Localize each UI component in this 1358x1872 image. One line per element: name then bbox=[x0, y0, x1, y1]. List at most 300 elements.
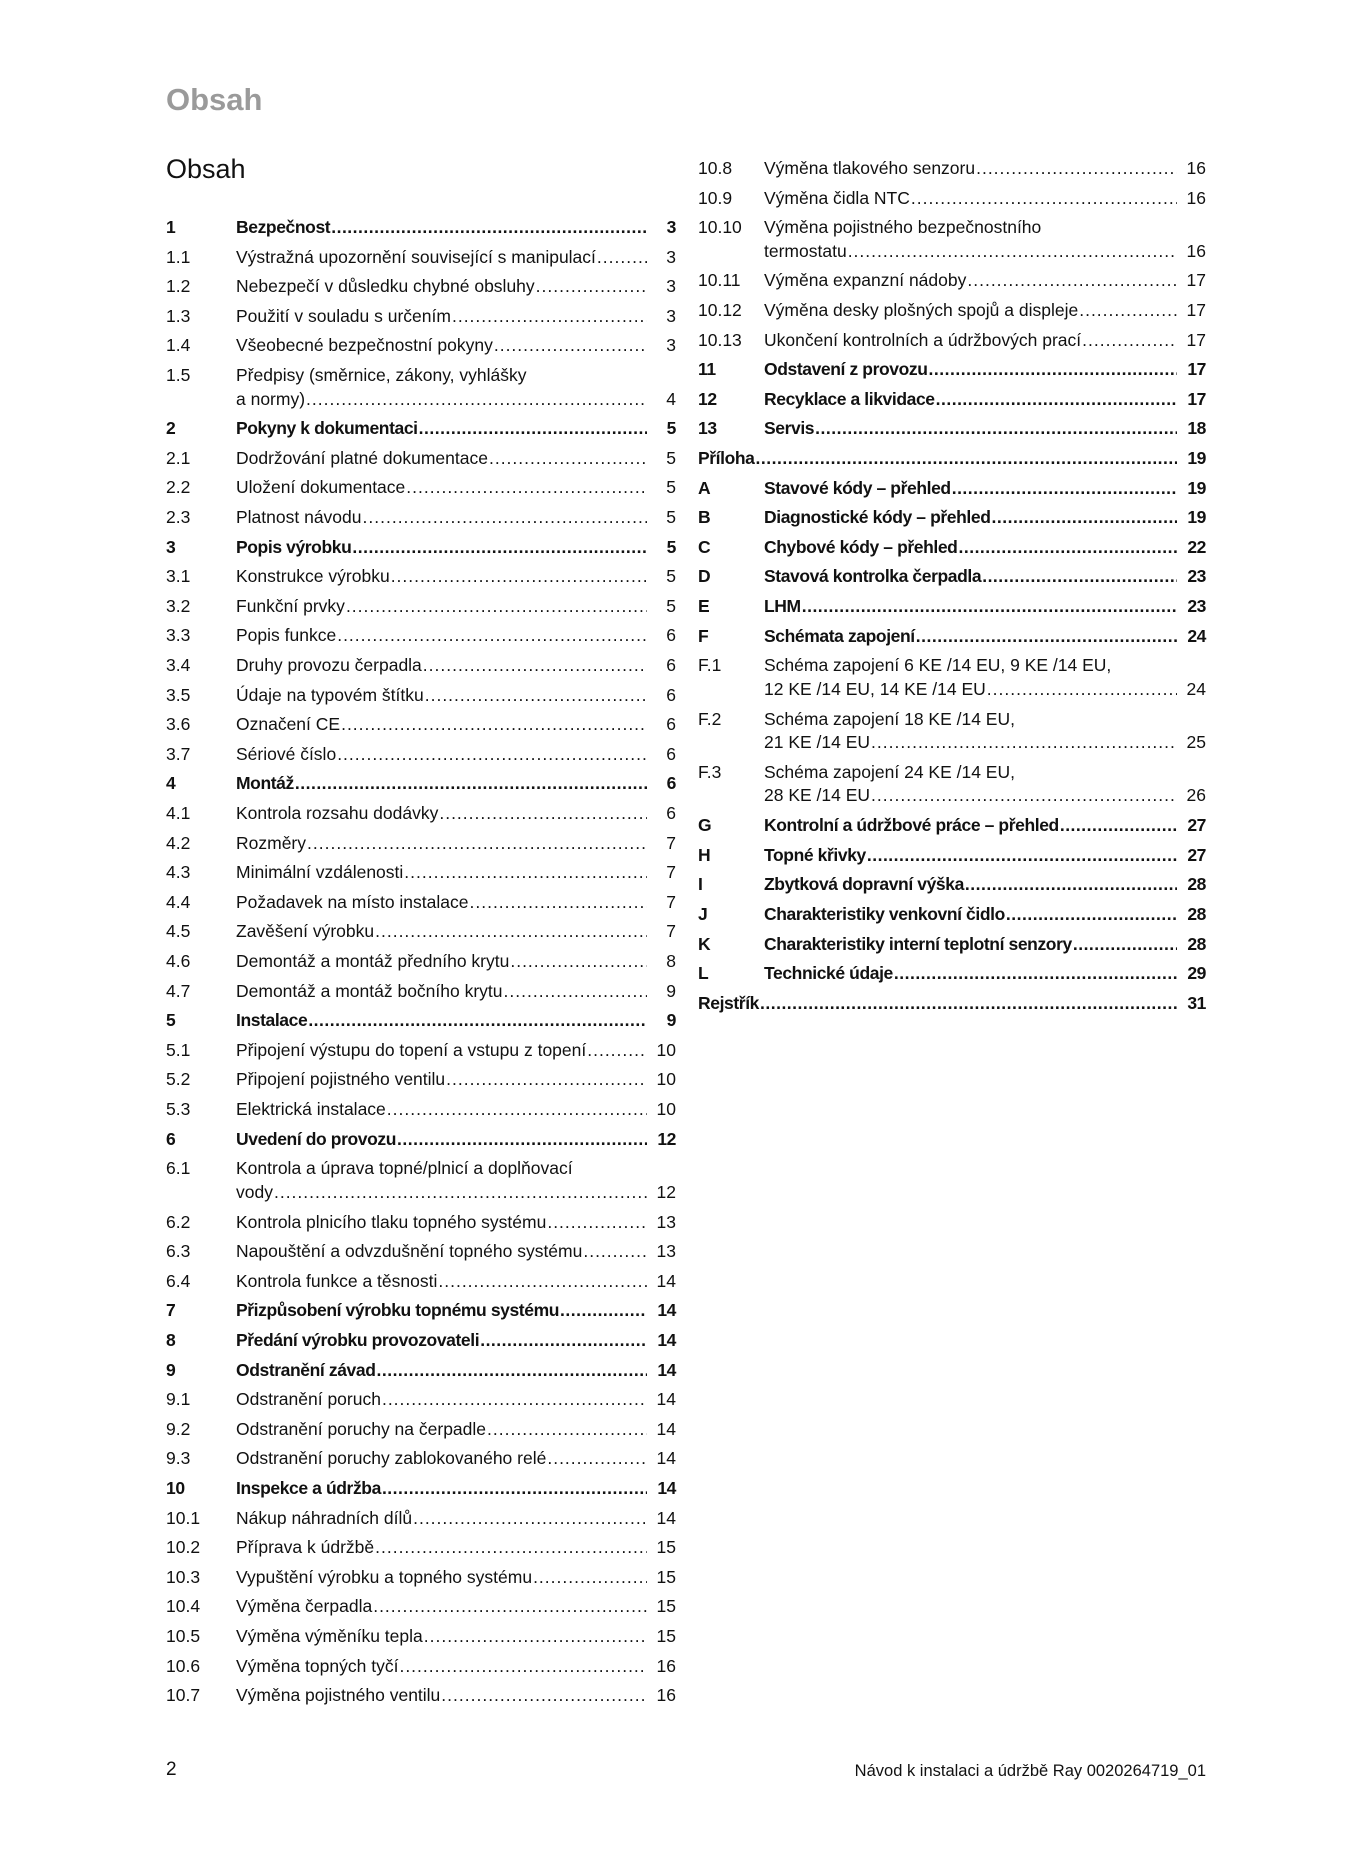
toc-leader-dots bbox=[337, 624, 647, 648]
toc-entry-text: Charakteristiky interní teplotní senzory bbox=[764, 933, 1072, 954]
toc-entry-text: Funkční prvky bbox=[236, 595, 345, 616]
toc-entry-text: Výměna výměníku tepla bbox=[236, 1625, 423, 1646]
toc-entry-page: 29 bbox=[1187, 963, 1206, 984]
toc-entry-page: 3 bbox=[666, 276, 676, 297]
toc-entry-text: Elektrická instalace bbox=[236, 1099, 386, 1120]
toc-entry-number: 3.4 bbox=[166, 655, 191, 676]
toc-entry-page: 16 bbox=[1186, 240, 1206, 261]
toc-entry-text: Výměna tlakového senzoru bbox=[764, 158, 976, 178]
toc-entry-number: 10.12 bbox=[698, 300, 742, 321]
toc-entry-number: 10.2 bbox=[166, 1537, 201, 1558]
toc-entry-text: Přizpůsobení výrobku topnému systému bbox=[236, 1300, 560, 1321]
toc-leader-dots bbox=[424, 1625, 647, 1649]
toc-entry-page: 24 bbox=[1187, 625, 1206, 646]
toc-entry-page: 22 bbox=[1187, 536, 1206, 557]
toc-entry-page: 31 bbox=[1187, 992, 1206, 1013]
toc-entry-page: 15 bbox=[656, 1596, 676, 1617]
toc-entry-number: L bbox=[698, 963, 709, 984]
toc-entry-page: 27 bbox=[1187, 815, 1206, 836]
toc-entry-number: 6.4 bbox=[166, 1270, 191, 1291]
toc-entry-page: 19 bbox=[1187, 477, 1206, 498]
toc-entry-page: 5 bbox=[666, 477, 676, 498]
toc-entry-page: 7 bbox=[666, 891, 676, 912]
toc-entry-page: 26 bbox=[1186, 785, 1206, 806]
toc-entry-text: Popis funkce bbox=[236, 625, 337, 646]
toc-entry-number: 6.1 bbox=[166, 1158, 191, 1179]
toc-entry-text: Kontrola plnicího tlaku topného systému bbox=[236, 1211, 547, 1232]
toc-entry-text-line1: Předpisy (směrnice, zákony, vyhlášky bbox=[236, 365, 527, 385]
toc-entry-page: 19 bbox=[1187, 507, 1206, 528]
toc-leader-dots bbox=[346, 595, 647, 619]
toc-leader-dots bbox=[547, 1447, 647, 1471]
toc-leader-dots bbox=[274, 1181, 647, 1205]
toc-entry-text: Ukončení kontrolních a údržbových prací bbox=[764, 329, 1082, 350]
toc-entry-page: 5 bbox=[666, 566, 676, 587]
toc-entry-text: vody bbox=[236, 1181, 273, 1202]
toc-entry-text: Popis výrobku bbox=[236, 536, 352, 557]
toc-entry-number: 13 bbox=[698, 418, 717, 439]
toc-entry-page: 5 bbox=[666, 447, 676, 468]
toc-entry-number: 1.4 bbox=[166, 335, 191, 356]
toc-leader-dots bbox=[1006, 903, 1177, 927]
toc-entry-text: Kontrola funkce a těsnosti bbox=[236, 1270, 438, 1291]
toc-leader-dots bbox=[597, 246, 647, 270]
toc-leader-dots bbox=[376, 1359, 647, 1383]
toc-entry-number: 5.3 bbox=[166, 1099, 191, 1120]
toc-entry-page: 25 bbox=[1186, 732, 1206, 753]
toc-leader-dots bbox=[307, 832, 647, 856]
toc-entry-page: 5 bbox=[666, 418, 676, 439]
toc-leader-dots bbox=[756, 447, 1177, 471]
toc-leader-dots bbox=[967, 269, 1177, 293]
toc-entry-number: K bbox=[698, 933, 711, 954]
toc-leader-dots bbox=[337, 743, 647, 767]
toc-entry-page: 10 bbox=[656, 1099, 676, 1120]
toc-entry-number: 6.3 bbox=[166, 1241, 191, 1262]
toc-entry-text: Kontrolní a údržbové práce – přehled bbox=[764, 815, 1059, 836]
toc-entry-number: 5.1 bbox=[166, 1039, 191, 1060]
toc-entry-page: 24 bbox=[1186, 678, 1206, 699]
toc-leader-dots bbox=[406, 476, 647, 500]
toc-leader-dots bbox=[375, 1536, 647, 1560]
toc-leader-dots bbox=[391, 565, 647, 589]
toc-entry-page: 7 bbox=[666, 862, 676, 883]
toc-entry-number: 10.6 bbox=[166, 1655, 201, 1676]
toc-entry-page: 23 bbox=[1187, 596, 1206, 617]
toc-leader-dots bbox=[480, 1329, 647, 1353]
toc-leader-dots bbox=[760, 992, 1177, 1016]
toc-entry-page: 5 bbox=[666, 507, 676, 528]
toc-entry-text: Odstranění poruchy zablokovaného relé bbox=[236, 1448, 547, 1469]
toc-entry-text: Odstranění poruchy na čerpadle bbox=[236, 1418, 487, 1439]
toc-entry-number: 9.1 bbox=[166, 1389, 191, 1410]
toc-entry-text: Rozměry bbox=[236, 832, 307, 853]
toc-entry-text: 12 KE /14 EU, 14 KE /14 EU bbox=[764, 678, 986, 699]
toc-title: Obsah bbox=[166, 154, 246, 184]
toc-entry-text: Demontáž a montáž bočního krytu bbox=[236, 980, 503, 1001]
toc-leader-dots bbox=[489, 447, 647, 471]
toc-entry-number: B bbox=[698, 507, 711, 528]
toc-entry-text: Druhy provozu čerpadla bbox=[236, 655, 422, 676]
toc-entry-text: Schémata zapojení bbox=[764, 625, 915, 646]
toc-entry-page: 28 bbox=[1187, 933, 1206, 954]
toc-entry-text: Uložení dokumentace bbox=[236, 477, 406, 498]
toc-entry-number: 10.11 bbox=[698, 270, 741, 291]
toc-entry-page: 3 bbox=[666, 246, 676, 267]
toc-leader-dots bbox=[470, 891, 648, 915]
toc-entry-page: 6 bbox=[666, 714, 676, 735]
toc-entry-page: 7 bbox=[666, 832, 676, 853]
toc-entry-text: termostatu bbox=[764, 240, 847, 261]
toc-entry-page: 28 bbox=[1187, 903, 1206, 924]
toc-entry-text: Napouštění a odvzdušnění topného systému bbox=[236, 1241, 583, 1262]
toc-entry-number: 2 bbox=[166, 418, 176, 439]
toc-entry-text: Odstavení z provozu bbox=[764, 359, 928, 380]
toc-leader-dots bbox=[1073, 933, 1177, 957]
toc-entry-number: 6.2 bbox=[166, 1211, 191, 1232]
toc-entry-text: Rejstřík bbox=[698, 992, 759, 1013]
toc-entry-number: 4 bbox=[166, 773, 176, 794]
page-header-title: Obsah bbox=[166, 82, 263, 117]
toc-leader-dots bbox=[452, 305, 647, 329]
toc-entry-number: C bbox=[698, 536, 711, 557]
toc-entry-number: F bbox=[698, 625, 709, 646]
toc-entry-page: 27 bbox=[1187, 844, 1206, 865]
toc-entry-number: 3.6 bbox=[166, 714, 191, 735]
toc-entry-text: Požadavek na místo instalace bbox=[236, 891, 469, 912]
toc-entry-text: Technické údaje bbox=[764, 963, 893, 984]
toc-entry-text: Pokyny k dokumentaci bbox=[236, 418, 418, 439]
toc-entry-page: 16 bbox=[656, 1655, 676, 1676]
toc-leader-dots bbox=[295, 772, 647, 796]
toc-entry-page: 17 bbox=[1187, 359, 1206, 380]
toc-leader-dots bbox=[413, 1507, 647, 1531]
toc-entry-text: Uvedení do provozu bbox=[236, 1128, 397, 1149]
toc-entry-text: Bezpečnost bbox=[236, 217, 331, 237]
toc-entry-page: 18 bbox=[1187, 418, 1206, 439]
toc-entry-number: 10.8 bbox=[698, 158, 733, 178]
toc-leader-dots bbox=[306, 388, 647, 412]
footer-document-name: Návod k instalaci a údržbě Ray 0020264719_01 bbox=[854, 1762, 1206, 1780]
toc-entry-text: Zavěšení výrobku bbox=[236, 921, 375, 942]
toc-entry-page: 5 bbox=[666, 536, 676, 557]
toc-leader-dots bbox=[382, 1388, 647, 1412]
toc-entry-number: 8 bbox=[166, 1329, 176, 1350]
toc-leader-dots bbox=[504, 980, 647, 1004]
toc-entry-number: 7 bbox=[166, 1300, 176, 1321]
toc-leader-dots bbox=[871, 784, 1177, 808]
toc-entry-number: I bbox=[698, 874, 703, 895]
toc-entry-page: 14 bbox=[656, 1270, 676, 1291]
toc-leader-dots bbox=[982, 565, 1177, 589]
toc-entry-text: Příprava k údržbě bbox=[236, 1537, 375, 1558]
toc-entry-number: 3.7 bbox=[166, 743, 191, 764]
toc-entry-number: D bbox=[698, 566, 711, 587]
toc-entry-number: 9 bbox=[166, 1359, 176, 1380]
toc-entry-text: Výměna expanzní nádoby bbox=[764, 270, 967, 291]
toc-entry-text: Výměna topných tyčí bbox=[236, 1655, 399, 1676]
toc-entry-page: 14 bbox=[657, 1359, 676, 1380]
toc-leader-dots bbox=[1079, 299, 1177, 323]
toc-entry-text-line1: Výměna pojistného bezpečnostního bbox=[764, 217, 1042, 238]
toc-leader-dots bbox=[341, 713, 647, 737]
toc-entry-text: Recyklace a likvidace bbox=[764, 388, 935, 409]
toc-leader-dots bbox=[382, 1477, 647, 1501]
toc-entry-number: 4.7 bbox=[166, 980, 191, 1001]
toc-leader-dots bbox=[510, 950, 647, 974]
toc-entry-text: Servis bbox=[764, 418, 815, 439]
toc-leader-dots bbox=[965, 873, 1177, 897]
toc-entry-number: 1.5 bbox=[166, 365, 191, 385]
toc-leader-dots bbox=[363, 506, 647, 530]
toc-entry-text: Odstranění závad bbox=[236, 1359, 376, 1380]
toc-entry-number: 5 bbox=[166, 1010, 176, 1031]
toc-entry-text: Inspekce a údržba bbox=[236, 1477, 381, 1498]
toc-entry-text: 21 KE /14 EU bbox=[764, 732, 871, 753]
toc-entry-number: 10.9 bbox=[698, 187, 733, 208]
toc-entry-number: 4.4 bbox=[166, 891, 191, 912]
toc-entry-text: 28 KE /14 EU bbox=[764, 785, 871, 806]
toc-leader-dots bbox=[958, 536, 1177, 560]
toc-entry-page: 17 bbox=[1187, 388, 1206, 409]
toc-entry-number: 3.1 bbox=[166, 566, 191, 587]
toc-entry-number: J bbox=[698, 903, 708, 924]
toc-entry-page: 6 bbox=[666, 743, 676, 764]
toc-entry-page: 28 bbox=[1187, 874, 1206, 895]
toc-leader-dots bbox=[536, 275, 647, 299]
toc-entry-page: 17 bbox=[1186, 300, 1206, 321]
toc-entry-page: 6 bbox=[666, 625, 676, 646]
toc-entry-number: A bbox=[698, 477, 711, 498]
toc-leader-dots bbox=[911, 187, 1177, 211]
toc-entry-text-line1: Kontrola a úprava topné/plnicí a doplňovací bbox=[236, 1158, 573, 1179]
toc-entry-page: 14 bbox=[657, 1329, 676, 1350]
toc-entry-text: Připojení pojistného ventilu bbox=[236, 1069, 446, 1090]
toc-leader-dots bbox=[387, 1098, 647, 1122]
toc-leader-dots bbox=[352, 536, 647, 560]
toc-entry-page: 4 bbox=[666, 388, 676, 409]
toc-leader-dots bbox=[419, 417, 647, 441]
toc-entry-number: 4.6 bbox=[166, 951, 191, 972]
toc-leader-dots bbox=[331, 216, 647, 240]
toc-entry-page: 10 bbox=[656, 1069, 676, 1090]
toc-leader-dots bbox=[487, 1418, 647, 1442]
toc-entry-page: 15 bbox=[656, 1625, 676, 1646]
toc-leader-dots bbox=[894, 962, 1177, 986]
toc-entry-text: Demontáž a montáž předního krytu bbox=[236, 951, 510, 972]
toc-entry-text: Nákup náhradních dílů bbox=[236, 1507, 413, 1528]
toc-leader-dots bbox=[423, 654, 647, 678]
toc-entry-page: 14 bbox=[657, 1477, 676, 1498]
toc-entry-text: Výměna pojistného ventilu bbox=[236, 1685, 441, 1706]
toc-entry-page: 6 bbox=[666, 803, 676, 824]
toc-entry-page: 6 bbox=[666, 655, 676, 676]
toc-entry-page: 14 bbox=[656, 1507, 676, 1528]
toc-entry-number: F.1 bbox=[698, 655, 722, 676]
toc-leader-dots bbox=[848, 240, 1177, 264]
toc-entry-number: 4.5 bbox=[166, 921, 191, 942]
toc-entry-page: 6 bbox=[666, 684, 676, 705]
toc-entry-page: 8 bbox=[666, 951, 676, 972]
toc-leader-dots bbox=[815, 417, 1177, 441]
toc-entry-number: 2.2 bbox=[166, 477, 191, 498]
toc-leader-dots bbox=[871, 731, 1177, 755]
toc-entry-page: 9 bbox=[666, 980, 676, 1001]
toc-leader-dots bbox=[404, 861, 647, 885]
toc-entry-text-line1: Schéma zapojení 24 KE /14 EU, bbox=[764, 761, 1015, 782]
toc-leader-dots bbox=[976, 157, 1177, 181]
toc-entry-page: 14 bbox=[657, 1300, 676, 1321]
toc-entry-page: 16 bbox=[656, 1685, 676, 1706]
toc-entry-number: 4.2 bbox=[166, 832, 191, 853]
toc-entry-number: 10.5 bbox=[166, 1625, 201, 1646]
toc-entry-text: Označení CE bbox=[236, 714, 341, 735]
toc-entry-number: 10 bbox=[166, 1477, 185, 1498]
toc-entry-number: E bbox=[698, 596, 710, 617]
toc-leader-dots bbox=[375, 920, 647, 944]
toc-entry-number: G bbox=[698, 815, 712, 836]
toc-entry-text: Diagnostické kódy – přehled bbox=[764, 507, 991, 528]
toc-leader-dots bbox=[425, 684, 647, 708]
toc-entry-number: 3 bbox=[166, 536, 176, 557]
toc-leader-dots bbox=[587, 1039, 647, 1063]
toc-entry-number: 1.1 bbox=[166, 246, 191, 267]
toc-entry-number: 1.2 bbox=[166, 276, 191, 297]
toc-entry-number: 10.13 bbox=[698, 329, 742, 350]
toc-entry-number: 5.2 bbox=[166, 1069, 191, 1090]
toc-entry-number: 3.5 bbox=[166, 684, 191, 705]
toc-entry-page: 16 bbox=[1186, 187, 1206, 208]
toc-entry-text-line1: Schéma zapojení 6 KE /14 EU, 9 KE /14 EU, bbox=[764, 655, 1112, 676]
toc-leader-dots bbox=[438, 1270, 647, 1294]
toc-entry-page: 12 bbox=[656, 1181, 676, 1202]
toc-entry-text: Minimální vzdálenosti bbox=[236, 862, 404, 883]
toc-leader-dots bbox=[583, 1240, 647, 1264]
toc-entry-number: F.3 bbox=[698, 761, 722, 782]
toc-entry-text: a normy) bbox=[236, 388, 306, 409]
toc-leader-dots bbox=[952, 477, 1177, 501]
toc-entry-text: Stavové kódy – přehled bbox=[764, 477, 951, 498]
toc-entry-number: 4.1 bbox=[166, 803, 191, 824]
toc-entry-number: 10.3 bbox=[166, 1566, 201, 1587]
toc-entry-page: 13 bbox=[656, 1211, 676, 1232]
toc-entry-text: Dodržování platné dokumentace bbox=[236, 447, 488, 468]
toc-entry-number: 10.1 bbox=[166, 1507, 201, 1528]
toc-entry-number: 1 bbox=[166, 217, 176, 237]
toc-leader-dots bbox=[397, 1128, 647, 1152]
toc-entry-text: Platnost návodu bbox=[236, 507, 362, 528]
toc-entry-page: 17 bbox=[1186, 329, 1206, 350]
footer-page-number: 2 bbox=[166, 1759, 177, 1780]
toc-entry-text: Zbytková dopravní výška bbox=[764, 874, 964, 895]
toc-entry-number: 9.2 bbox=[166, 1418, 191, 1439]
toc-entry-page: 16 bbox=[1186, 158, 1206, 178]
toc-entry-number: 3.2 bbox=[166, 595, 191, 616]
toc-leader-dots bbox=[987, 678, 1177, 702]
toc-entry-page: 14 bbox=[656, 1418, 676, 1439]
toc-entry-text: Připojení výstupu do topení a vstupu z topení bbox=[236, 1039, 587, 1060]
toc-entry-text: Kontrola rozsahu dodávky bbox=[236, 803, 439, 824]
toc-entry-text: Stavová kontrolka čerpadla bbox=[764, 566, 982, 587]
toc-entry-text: Předání výrobku provozovateli bbox=[236, 1329, 480, 1350]
toc-leader-dots bbox=[399, 1655, 647, 1679]
toc-entry-text: Chybové kódy – přehled bbox=[764, 536, 958, 557]
toc-entry-number: 12 bbox=[698, 388, 717, 409]
toc-entry-text: Příloha bbox=[698, 448, 755, 469]
toc-entry-page: 14 bbox=[656, 1389, 676, 1410]
toc-leader-dots bbox=[802, 595, 1177, 619]
toc-entry-number: 2.3 bbox=[166, 507, 191, 528]
toc-entry-text: Údaje na typovém štítku bbox=[236, 684, 424, 705]
toc-entry-number: 4.3 bbox=[166, 862, 191, 883]
toc-entry-number: 10.10 bbox=[698, 217, 742, 238]
toc-entry-page: 6 bbox=[666, 773, 676, 794]
toc-entry-number: 10.4 bbox=[166, 1596, 201, 1617]
toc-leader-dots bbox=[936, 388, 1177, 412]
toc-leader-dots bbox=[929, 358, 1177, 382]
toc-entry-page: 5 bbox=[666, 595, 676, 616]
toc-leader-dots bbox=[992, 506, 1178, 530]
toc-entry-text: LHM bbox=[764, 596, 801, 617]
toc-entry-number: 1.3 bbox=[166, 305, 191, 326]
toc-entry-page: 13 bbox=[656, 1241, 676, 1262]
toc-entry-number: F.2 bbox=[698, 708, 722, 729]
toc-leader-dots bbox=[867, 844, 1177, 868]
toc-entry-page: 3 bbox=[666, 335, 676, 356]
toc-entry-number: 11 bbox=[698, 359, 716, 380]
toc-entry-page: 12 bbox=[657, 1128, 676, 1149]
toc-entry-number: H bbox=[698, 844, 711, 865]
toc-entry-text: Nebezpečí v důsledku chybné obsluhy bbox=[236, 276, 535, 297]
toc-entry-page: 19 bbox=[1187, 448, 1206, 469]
toc-entry-page: 3 bbox=[666, 305, 676, 326]
toc-leader-dots bbox=[560, 1299, 647, 1323]
toc-entry-page: 15 bbox=[656, 1566, 676, 1587]
toc-entry-text: Odstranění poruch bbox=[236, 1389, 381, 1410]
toc-entry-text: Konstrukce výrobku bbox=[236, 566, 390, 587]
toc-leader-dots bbox=[308, 1009, 647, 1033]
toc-entry-number: 2.1 bbox=[166, 447, 191, 468]
toc-entry-text-line1: Schéma zapojení 18 KE /14 EU, bbox=[764, 708, 1015, 729]
toc-entry-text: Montáž bbox=[236, 773, 294, 794]
toc-entry-number: 6 bbox=[166, 1128, 176, 1149]
toc-entry-page: 10 bbox=[656, 1039, 676, 1060]
toc-leader-dots bbox=[441, 1684, 647, 1708]
toc-entry-text: Charakteristiky venkovní čidlo bbox=[764, 903, 1005, 924]
toc-entry-text: Výměna desky plošných spojů a displeje bbox=[764, 300, 1079, 321]
toc-leader-dots bbox=[1060, 814, 1177, 838]
toc-entry-page: 7 bbox=[666, 921, 676, 942]
toc-entry-text: Použití v souladu s určením bbox=[236, 305, 451, 326]
toc-leader-dots bbox=[547, 1211, 647, 1235]
toc-entry-page: 9 bbox=[666, 1010, 676, 1031]
toc-entry-page: 17 bbox=[1186, 270, 1206, 291]
toc-entry-text: Topné křivky bbox=[764, 844, 866, 865]
toc-entry-text: Výstražná upozornění související s manipulací bbox=[236, 246, 596, 267]
toc-entry-page: 3 bbox=[666, 217, 676, 237]
toc-entry-page: 23 bbox=[1187, 566, 1206, 587]
toc-entry-text: Výměna čidla NTC bbox=[764, 187, 910, 208]
toc-entry-number: 3.3 bbox=[166, 625, 191, 646]
toc-entry-number: 9.3 bbox=[166, 1448, 191, 1469]
toc-entry-page: 14 bbox=[656, 1448, 676, 1469]
toc-entry-text: Instalace bbox=[236, 1010, 308, 1031]
toc-entry-page: 15 bbox=[656, 1537, 676, 1558]
toc-leader-dots bbox=[916, 625, 1177, 649]
toc-leader-dots bbox=[446, 1068, 647, 1092]
toc-leader-dots bbox=[1082, 329, 1177, 353]
toc-entry-text: Vypuštění výrobku a topného systému bbox=[236, 1566, 533, 1587]
